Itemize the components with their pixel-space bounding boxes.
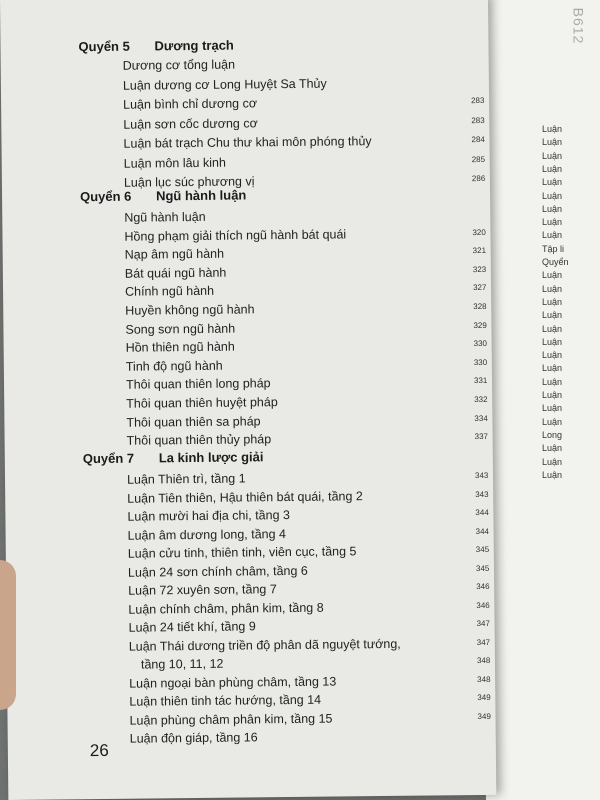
toc-entry: Thôi quan thiên thủy pháp [126, 432, 272, 448]
section-heading [83, 449, 264, 466]
toc-page-number: 321 [472, 246, 487, 256]
section-heading [80, 187, 246, 204]
toc-entry: Hồn thiên ngũ hành [125, 339, 235, 355]
toc-entry: Ngũ hành luận [124, 209, 206, 225]
toc-entry: Luận bình chỉ dương cơ [123, 96, 258, 112]
toc-page-number: 286 [471, 173, 486, 184]
toc-entry: Luận thiên tinh tác hướng, tầng 14 [129, 692, 322, 709]
toc-page-number: 331 [473, 376, 488, 386]
right-page-item: Luận [542, 310, 563, 321]
right-page-item: Luận [542, 217, 563, 228]
right-page-item: Tập li [542, 243, 565, 254]
toc-page-number: 346 [476, 581, 490, 592]
toc-page-number: 284 [471, 134, 485, 145]
toc-entry: Luận âm dương long, tầng 4 [127, 526, 287, 543]
toc-page-number: 323 [472, 264, 487, 274]
right-page-item: Luận [542, 137, 563, 148]
toc-page-number: 328 [473, 301, 487, 312]
toc-entry: Luận phùng châm phân kim, tầng 15 [129, 711, 333, 728]
right-page-item: Long [542, 429, 563, 440]
toc-entry: Song sơn ngũ hành [125, 321, 236, 337]
right-page-item: Luận [542, 416, 563, 427]
toc-entry: Tinh độ ngũ hành [125, 358, 223, 374]
section-label: Quyển 5 [78, 38, 130, 55]
toc-entry: Chính ngũ hành [124, 284, 215, 300]
right-page-item: Luận [542, 163, 563, 174]
toc-page-number: 329 [473, 320, 487, 330]
right-page-item: Luận [542, 296, 563, 307]
toc-page-number: 347 [476, 618, 490, 629]
toc-page-number: 283 [471, 95, 485, 106]
toc-entry: Luận dương cơ Long Huyệt Sa Thủy [122, 76, 327, 93]
section-title: Dương trạch [154, 37, 234, 54]
section-label: Quyển 7 [82, 450, 135, 467]
toc-page-number: 344 [475, 526, 489, 536]
right-page-item: Luận [542, 456, 563, 467]
right-page [486, 0, 600, 800]
right-page-item: Luận [542, 230, 563, 241]
right-page-item: Luận [542, 323, 563, 334]
toc-entry: Nạp âm ngũ hành [124, 246, 225, 262]
right-page-item: Luận [542, 124, 563, 134]
right-page-item: Luận [542, 469, 563, 480]
toc-entry: Luận 24 sơn chính châm, tầng 6 [127, 563, 308, 580]
section-label: Quyển 6 [79, 188, 132, 205]
toc-entry: Luận sơn cốc dương cơ [123, 115, 258, 132]
toc-entry: Luận Tiên thiên, Hậu thiên bát quái, tầng 2 [127, 488, 363, 506]
toc-page-number: 320 [472, 227, 486, 237]
toc-entry: Luận 24 tiết khí, tầng 9 [128, 619, 256, 635]
right-page-item: Luận [542, 190, 563, 201]
toc-page-number: 344 [475, 507, 489, 518]
toc-entry: Luận ngoại bàn phùng châm, tầng 13 [129, 674, 337, 691]
right-page-item: Luận [542, 376, 563, 387]
toc-page-number: 285 [471, 154, 486, 164]
right-page-item: Luận [542, 336, 563, 347]
toc-entry: tầng 10, 11, 12 [140, 656, 224, 672]
right-page-item: Luận [542, 390, 563, 400]
toc-entry: Luận bát trạch Chu thư khai môn phóng thủy [123, 134, 372, 151]
toc-entry: Bát quái ngũ hành [124, 265, 227, 281]
section-title: Ngũ hành luận [155, 187, 247, 204]
toc-entry: Luận Thái dương triền độ phân dã nguyệt tướng, [128, 636, 401, 654]
right-page-item: Luận [542, 403, 563, 414]
toc-page-number: 347 [476, 637, 491, 647]
right-page-item: Luận [542, 350, 563, 361]
right-page-item: Luận [542, 177, 563, 188]
toc-page-number: 330 [473, 357, 488, 367]
toc-entry: Thôi quan thiên long pháp [125, 376, 271, 393]
toc-entry: Luận cửu tinh, thiên tinh, viên cục, tầng 5 [127, 544, 357, 561]
page-number: 26 [89, 740, 109, 761]
toc-entry: Thôi quan thiên sa pháp [126, 413, 261, 430]
right-page-item: Luận [542, 270, 563, 281]
toc-page-number: 332 [474, 394, 488, 405]
toc-page-number: 345 [475, 563, 490, 573]
toc-page-number: 343 [474, 470, 489, 481]
right-page-item: Luận [542, 150, 563, 161]
right-page-item: Luận [542, 283, 563, 294]
section-heading [78, 38, 233, 55]
toc-page-number: 348 [477, 674, 491, 684]
right-page-item: Luận [542, 363, 563, 374]
toc-entry: Luận độn giáp, tầng 16 [129, 730, 258, 746]
right-page-item: Luận [542, 203, 563, 214]
toc-page-number: 327 [472, 283, 487, 293]
toc-page-number: 343 [475, 489, 489, 499]
toc-entry: Luận mười hai địa chi, tầng 3 [127, 507, 290, 524]
toc-page-number: 337 [474, 432, 489, 442]
toc-page-number: 334 [474, 413, 488, 423]
toc-entry: Dương cơ tổng luận [122, 57, 236, 73]
toc-entry: Luận Thiên trì, tầng 1 [126, 471, 246, 487]
toc-page-number: 349 [477, 711, 491, 721]
section-title: La kinh lược giải [158, 449, 264, 466]
thumb [0, 560, 16, 710]
toc-page-number: 330 [473, 339, 488, 349]
toc-entry: Luận môn lâu kinh [123, 155, 226, 171]
toc-page-number: 348 [476, 655, 491, 666]
right-page-item: Luận [542, 443, 563, 454]
toc-entry: Hồng phạm giải thích ngũ hành bát quái [124, 226, 347, 244]
toc-entry: Luận lục súc phương vị [123, 174, 255, 190]
toc-page-number: 346 [476, 600, 490, 610]
toc-entry: Luận chính châm, phân kim, tầng 8 [128, 600, 324, 617]
toc-entry: Luận 72 xuyên sơn, tầng 7 [128, 582, 277, 598]
toc-entry: Huyền không ngũ hành [125, 302, 255, 318]
stamp-text: B612 [570, 7, 587, 45]
right-page-item: Quyển [542, 257, 569, 267]
toc-page-number: 283 [471, 115, 485, 125]
toc-page-number: 345 [475, 544, 490, 555]
toc-entry: Thôi quan thiên huyệt pháp [126, 395, 278, 411]
toc-page-number: 349 [477, 692, 491, 703]
